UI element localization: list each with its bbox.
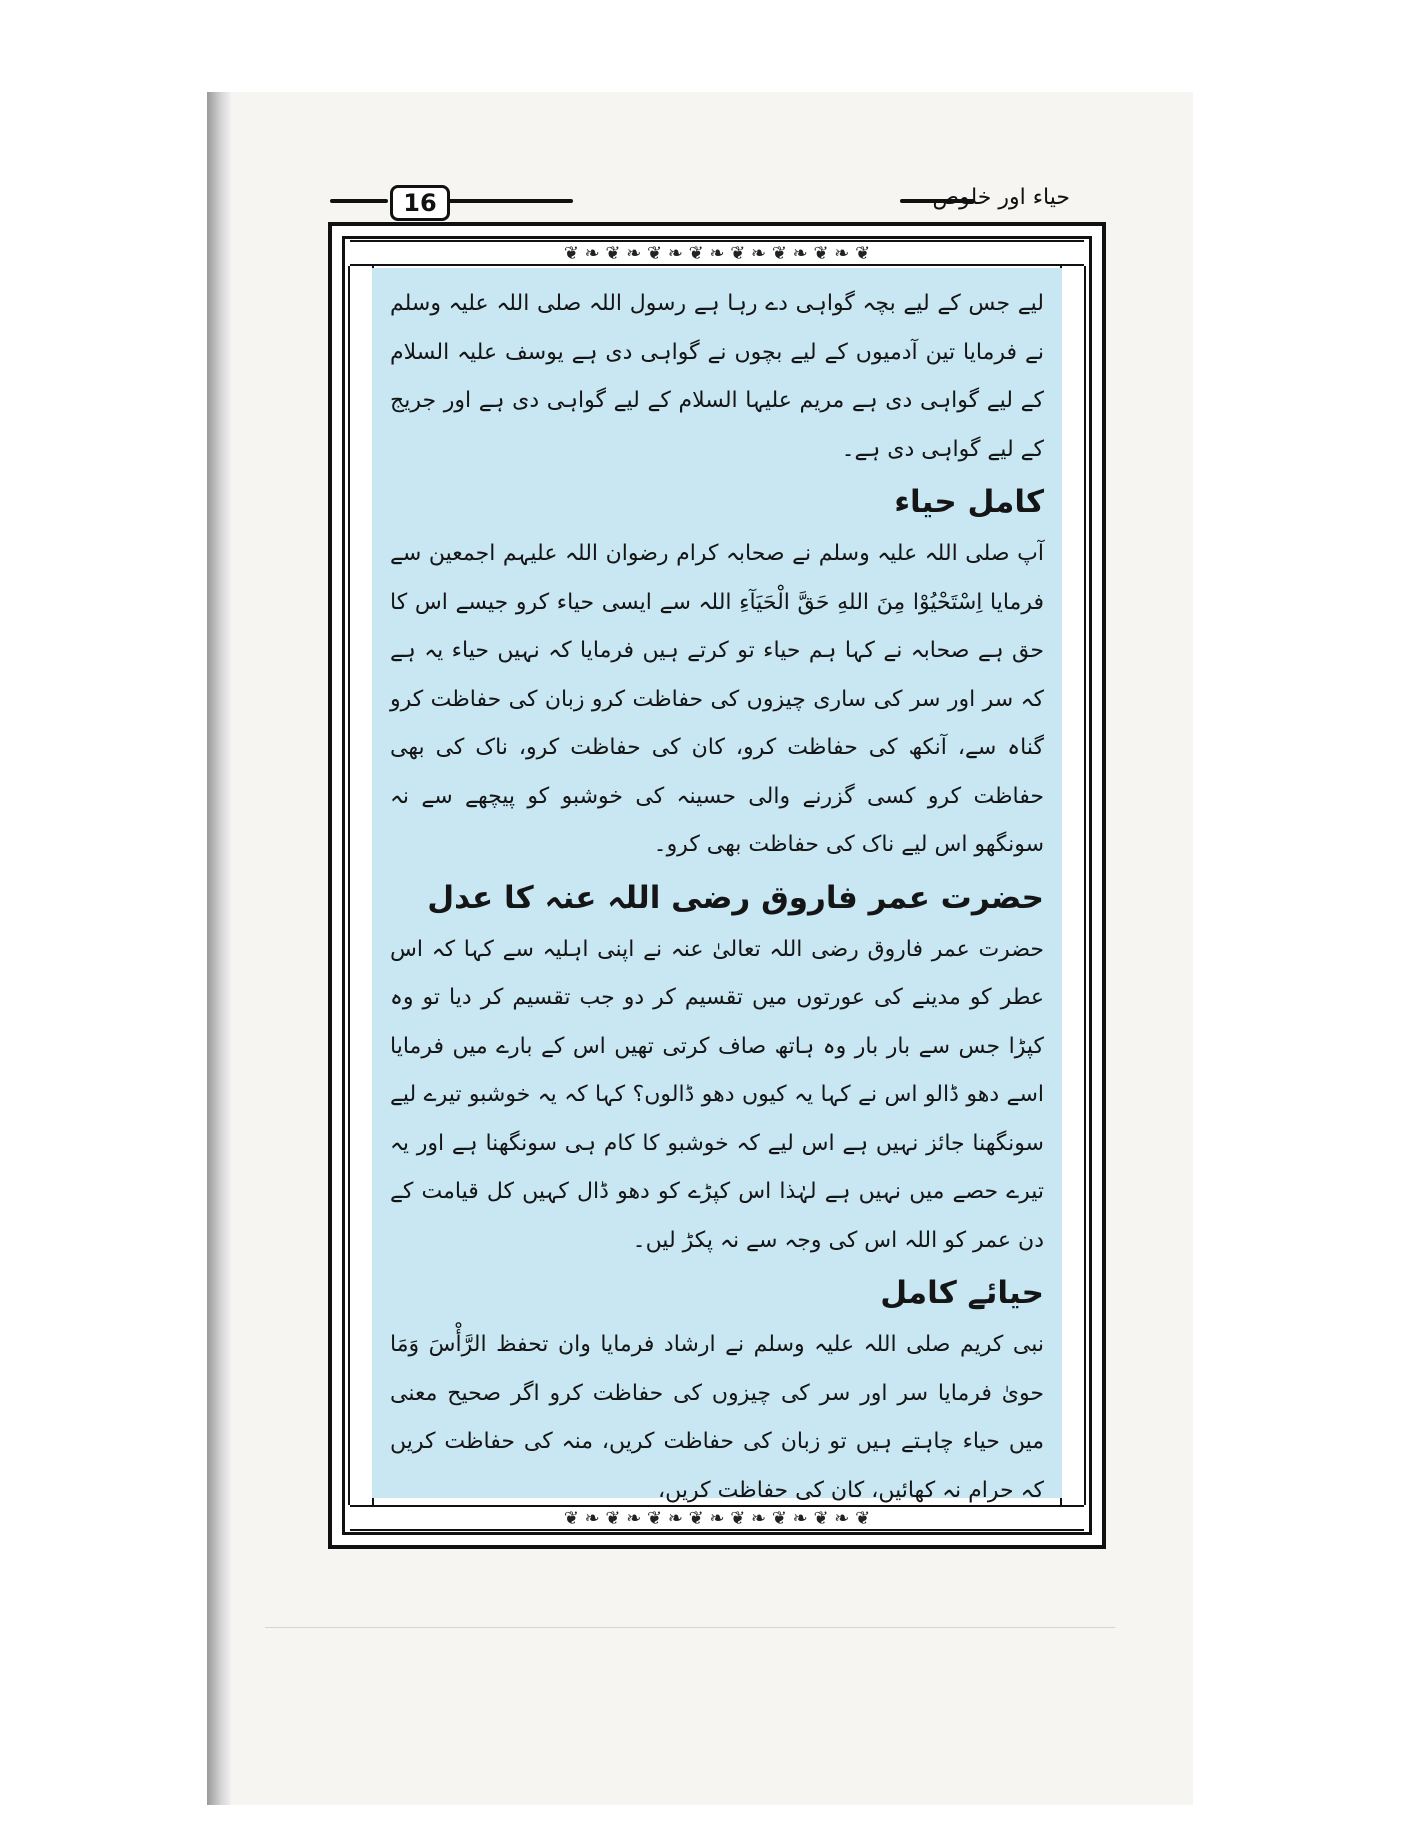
page-number: 16	[390, 185, 450, 221]
ornament-side-left	[348, 266, 374, 1505]
text-panel	[372, 268, 1062, 1503]
ornament-band-bottom: ❦ ❧ ❦ ❧ ❦ ❧ ❦ ❧ ❦ ❧ ❦ ❧ ❦ ❧ ❦	[350, 1505, 1084, 1531]
scan-artifact-line	[265, 1627, 1115, 1628]
ornament-side-right	[1060, 266, 1086, 1505]
paragraph-kamil-haya: آپ صلی اللہ علیہ وسلم نے صحابہ کرام رضوان اللہ علیہم اجمعین سے فرمایا اِسْتَحْيُوْا مِنَ اللهِ حَقَّ الْحَيَآءِ اللہ سے ایسی حیاء کرو جیسے اس کا حق ہے صحابہ نے کہا ہم حیاء تو کرتے ہیں فرمایا کہ نہیں حیاء یہ ہے کہ سر اور سر کی ساری چیزوں کی حفاظت کرو زبان کی حفاظت کرو گناہ سے، آنکھ کی حفاظت کرو، کان کی حفاظت کرو، ناک کی بھی حفاظت کرو کسی گزرنے والی حسینہ کی خوشبو کو پیچھے سے نہ سونگھو اس لیے ناک کی حفاظت بھی کرو۔	[390, 541, 1044, 857]
page-header	[330, 185, 1100, 221]
ornament-band-top: ❦ ❧ ❦ ❧ ❦ ❧ ❦ ❧ ❦ ❧ ❦ ❧ ❦ ❧ ❦	[350, 240, 1084, 266]
header-rule-middle	[448, 199, 573, 203]
heading-hayaye-kamil: حیائے کامل	[880, 1275, 1044, 1311]
heading-umar-adl: حضرت عمر فاروق رضی اللہ عنہ کا عدل	[427, 879, 1044, 916]
paragraph-hayaye-kamil: نبی کریم صلی اللہ علیہ وسلم نے ارشاد فرمایا وان تحفظ الرَّأْسَ وَمَا حوىٰ فرمایا سر اور سر کی چیزوں کی حفاظت کرو اگر صحیح معنی میں حیاء چاہتے ہیں تو زبان کی حفاظت کریں، منہ کی حفاظت کریں کہ حرام نہ کھائیں، کان کی حفاظت کریں،	[390, 1332, 1044, 1503]
paragraph-witness-children: لیے جس کے لیے بچہ گواہی دے رہا ہے رسول اللہ صلی اللہ علیہ وسلم نے فرمایا تین آدمیوں کے لیے بچوں نے گواہی دی ہے یوسف علیہ السلام کے لیے گواہی دی ہے مریم علیہا السلام کے لیے گواہی دی ہے اور جریج کے لیے گواہی دی ہے۔	[390, 291, 1044, 462]
paragraph-umar-adl: حضرت عمر فاروق رضی اللہ تعالیٰ عنہ نے اپنی اہلیہ سے کہا کہ اس عطر کو مدینے کی عورتوں میں تقسیم کر دو جب تقسیم کر دیا تو وہ کپڑا جس سے بار بار وہ ہاتھ صاف کرتی تھیں اس کے بارے میں فرمایا اسے دھو ڈالو اس نے کہا یہ کیوں دھو ڈالوں؟ کہا کہ یہ خوشبو تیرے لیے سونگھنا جائز نہیں ہے اس لیے کہ خوشبو کا کام ہی سونگھنا ہے اور یہ تیرے حصے میں نہیں ہے لہٰذا اس کپڑے کو دھو ڈال کہیں کل قیامت کے دن عمر کو اللہ اس کی وجہ سے نہ پکڑ لیں۔	[390, 936, 1044, 1253]
header-rule-left	[330, 199, 388, 203]
heading-kamil-haya: کامل حیاء	[894, 484, 1044, 520]
scan-edge-shadow	[207, 92, 231, 1805]
book-title: حیاء اور خلوص	[932, 185, 1070, 210]
